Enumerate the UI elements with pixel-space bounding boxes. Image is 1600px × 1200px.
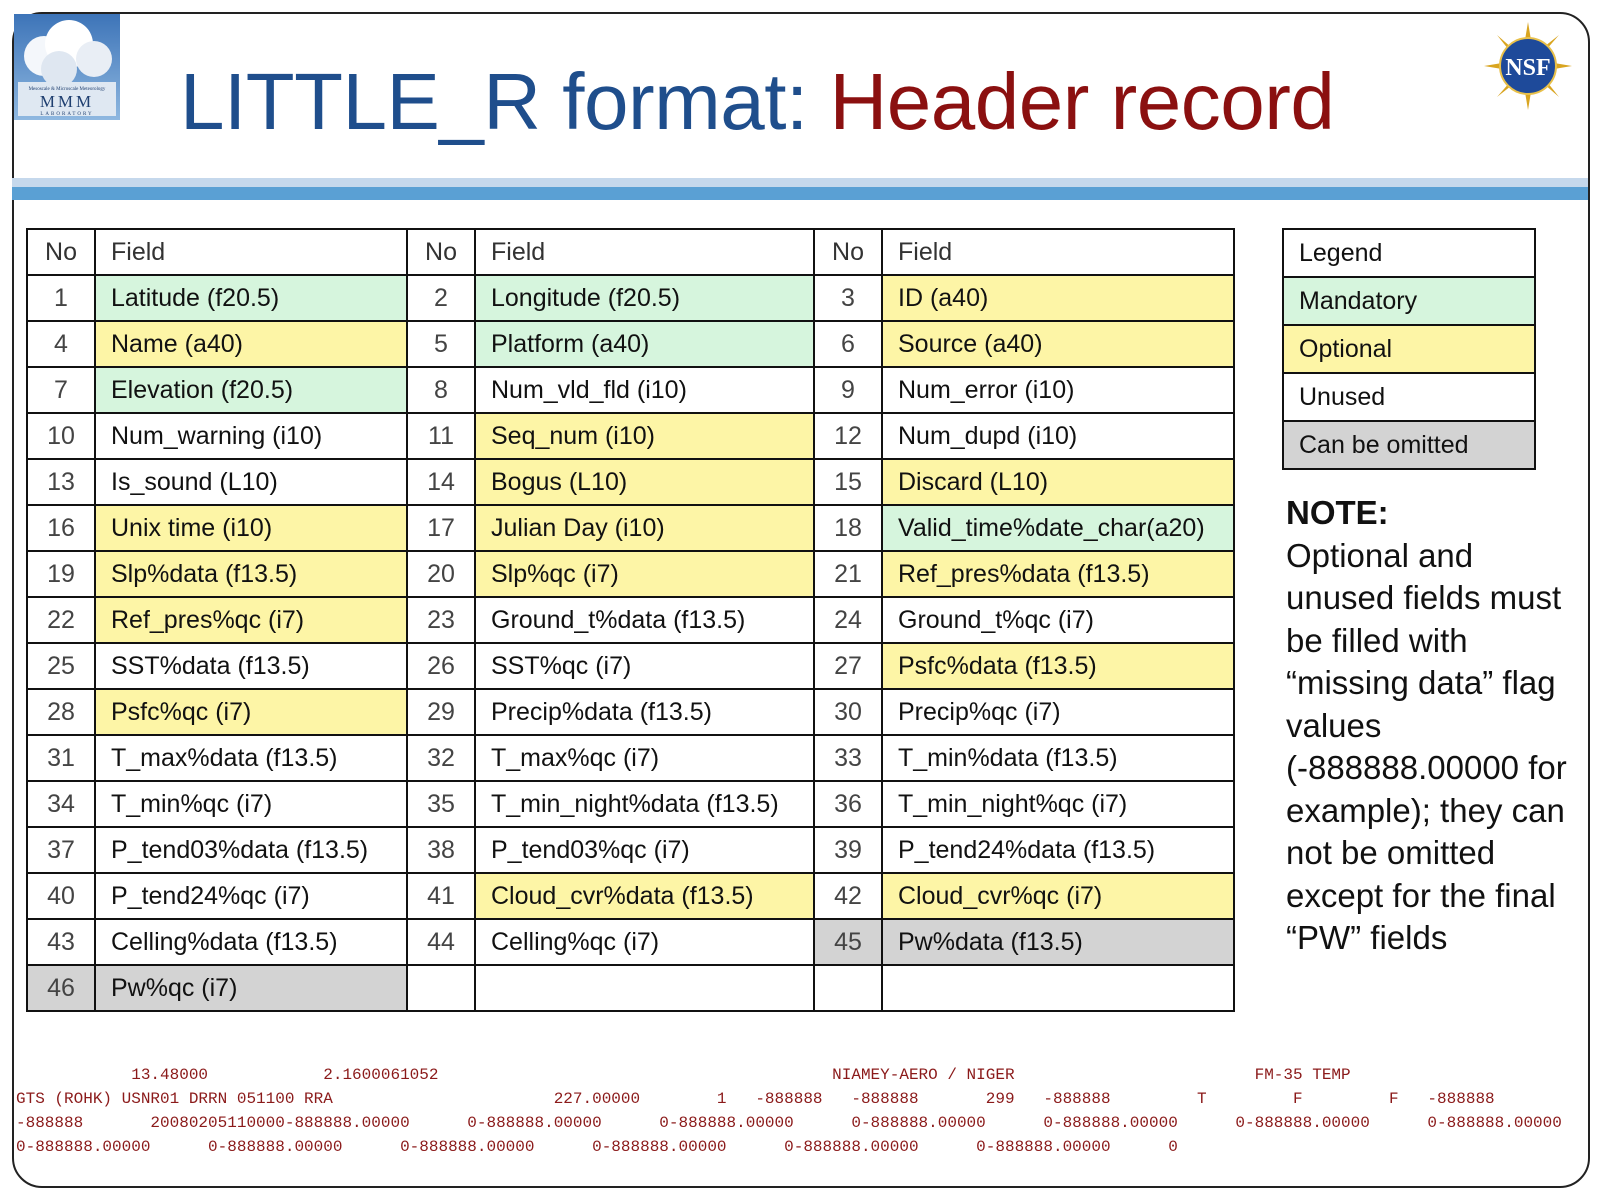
column-header-field: Field (882, 229, 1234, 275)
title-part-format: LITTLE_R format: (180, 57, 830, 146)
legend-item-unused: Unused (1283, 373, 1535, 421)
title-part-header-record: Header record (829, 57, 1335, 146)
field-number: 43 (27, 919, 95, 965)
field-number: 36 (814, 781, 882, 827)
field-name: ID (a40) (882, 275, 1234, 321)
table-row (27, 367, 1234, 413)
field-name: Cloud_cvr%qc (i7) (882, 873, 1234, 919)
title-divider-dark (12, 187, 1588, 200)
field-number: 13 (27, 459, 95, 505)
field-number: 33 (814, 735, 882, 781)
table-row (27, 827, 1234, 873)
raw-record-line: 13.48000 2.1600061052 NIAMEY-AERO / NIGER FM-35 TEMP (16, 1066, 1351, 1084)
field-number: 26 (407, 643, 475, 689)
field-number: 19 (27, 551, 95, 597)
field-name (882, 965, 1234, 1011)
field-name: Discard (L10) (882, 459, 1234, 505)
field-name: Num_error (i10) (882, 367, 1234, 413)
column-header-field: Field (475, 229, 814, 275)
table-row (27, 689, 1234, 735)
legend-row (1283, 373, 1535, 421)
mmm-logo (14, 14, 120, 120)
field-number: 22 (27, 597, 95, 643)
field-number: 1 (27, 275, 95, 321)
field-name: Seq_num (i10) (475, 413, 814, 459)
svg-text:LABORATORY: LABORATORY (40, 112, 94, 117)
legend-item-mandatory: Mandatory (1283, 277, 1535, 325)
field-name: T_min_night%data (f13.5) (475, 781, 814, 827)
field-name: Precip%qc (i7) (882, 689, 1234, 735)
table-row (27, 643, 1234, 689)
field-name: T_min%data (f13.5) (882, 735, 1234, 781)
field-number: 18 (814, 505, 882, 551)
table-row (27, 781, 1234, 827)
column-header-no: No (814, 229, 882, 275)
column-header-field: Field (95, 229, 407, 275)
field-name: Julian Day (i10) (475, 505, 814, 551)
field-number: 15 (814, 459, 882, 505)
field-name: Elevation (f20.5) (95, 367, 407, 413)
field-number: 46 (27, 965, 95, 1011)
field-number: 4 (27, 321, 95, 367)
field-name: P_tend24%data (f13.5) (882, 827, 1234, 873)
raw-record-example (16, 1063, 1562, 1159)
table-row (27, 321, 1234, 367)
header-record-table (26, 228, 1235, 1012)
raw-record-line: GTS (ROHK) USNR01 DRRN 051100 RRA 227.00000 1 -888888 -888888 299 -888888 T F F -888888 (16, 1090, 1495, 1108)
field-name: Ground_t%data (f13.5) (475, 597, 814, 643)
field-name (475, 965, 814, 1011)
field-name: Unix time (i10) (95, 505, 407, 551)
field-number: 23 (407, 597, 475, 643)
table-row (27, 505, 1234, 551)
field-number: 39 (814, 827, 882, 873)
field-number: 28 (27, 689, 95, 735)
table-row (27, 735, 1234, 781)
column-header-no: No (407, 229, 475, 275)
field-name: T_max%qc (i7) (475, 735, 814, 781)
column-header-no: No (27, 229, 95, 275)
field-number: 31 (27, 735, 95, 781)
field-name: Ref_pres%qc (i7) (95, 597, 407, 643)
field-name: Pw%data (f13.5) (882, 919, 1234, 965)
field-name: Bogus (L10) (475, 459, 814, 505)
field-name: SST%data (f13.5) (95, 643, 407, 689)
field-number: 25 (27, 643, 95, 689)
legend-item-omit: Can be omitted (1283, 421, 1535, 469)
field-name: Psfc%qc (i7) (95, 689, 407, 735)
note-body: Optional and unused fields must be filled with “missing data” flag values (-888888.00000 for example); they can not be omitted except for the final “PW” fields (1286, 536, 1567, 956)
field-name: T_min_night%qc (i7) (882, 781, 1234, 827)
legend-table (1282, 228, 1536, 470)
field-number: 10 (27, 413, 95, 459)
field-name: P_tend03%qc (i7) (475, 827, 814, 873)
field-number: 35 (407, 781, 475, 827)
legend-row (1283, 325, 1535, 373)
table-row (27, 413, 1234, 459)
field-name: Celling%qc (i7) (475, 919, 814, 965)
raw-record-line: -888888 20080205110000-888888.00000 0-888888.00000 0-888888.00000 0-888888.00000 0-888888.00000 0-888888.00000 0-888888.00000 (16, 1114, 1562, 1132)
field-number: 16 (27, 505, 95, 551)
field-number: 34 (27, 781, 95, 827)
field-name: Precip%data (f13.5) (475, 689, 814, 735)
raw-record-line: 0-888888.00000 0-888888.00000 0-888888.00000 0-888888.00000 0-888888.00000 0-888888.00000 0 (16, 1138, 1178, 1156)
field-name: P_tend24%qc (i7) (95, 873, 407, 919)
field-number: 37 (27, 827, 95, 873)
field-number: 42 (814, 873, 882, 919)
field-number (407, 965, 475, 1011)
field-number: 38 (407, 827, 475, 873)
field-name: Psfc%data (f13.5) (882, 643, 1234, 689)
field-name: Name (a40) (95, 321, 407, 367)
table-row (27, 551, 1234, 597)
field-name: T_min%qc (i7) (95, 781, 407, 827)
field-name: Latitude (f20.5) (95, 275, 407, 321)
field-name: Cloud_cvr%data (f13.5) (475, 873, 814, 919)
field-number: 17 (407, 505, 475, 551)
field-name: SST%qc (i7) (475, 643, 814, 689)
table-row (27, 873, 1234, 919)
slide-title (180, 57, 1335, 146)
legend-title: Legend (1283, 229, 1535, 277)
title-divider-light (12, 178, 1588, 187)
field-name: Celling%data (f13.5) (95, 919, 407, 965)
field-number: 45 (814, 919, 882, 965)
legend-item-optional: Optional (1283, 325, 1535, 373)
field-number: 3 (814, 275, 882, 321)
table-row (27, 597, 1234, 643)
table-row (27, 459, 1234, 505)
field-number: 30 (814, 689, 882, 735)
field-number: 20 (407, 551, 475, 597)
field-number: 27 (814, 643, 882, 689)
field-number: 7 (27, 367, 95, 413)
field-name: Valid_time%date_char(a20) (882, 505, 1234, 551)
legend-row (1283, 229, 1535, 277)
field-number: 11 (407, 413, 475, 459)
table-row (27, 965, 1234, 1011)
field-number: 44 (407, 919, 475, 965)
field-name: Ground_t%qc (i7) (882, 597, 1234, 643)
field-name: Num_dupd (i10) (882, 413, 1234, 459)
field-number: 29 (407, 689, 475, 735)
field-name: Source (a40) (882, 321, 1234, 367)
field-name: Platform (a40) (475, 321, 814, 367)
note-heading: NOTE: (1286, 494, 1389, 531)
note-box (1286, 492, 1588, 960)
field-name: Num_vld_fld (i10) (475, 367, 814, 413)
field-number: 2 (407, 275, 475, 321)
field-number: 41 (407, 873, 475, 919)
legend-row (1283, 277, 1535, 325)
field-name: Longitude (f20.5) (475, 275, 814, 321)
field-name: T_max%data (f13.5) (95, 735, 407, 781)
field-name: Ref_pres%data (f13.5) (882, 551, 1234, 597)
table-row (27, 919, 1234, 965)
legend-row (1283, 421, 1535, 469)
svg-text:Mesoscale & Microscale Meteoro: Mesoscale & Microscale Meteorology (28, 87, 106, 92)
field-number (814, 965, 882, 1011)
field-name: Slp%data (f13.5) (95, 551, 407, 597)
field-name: Num_warning (i10) (95, 413, 407, 459)
field-number: 24 (814, 597, 882, 643)
field-number: 6 (814, 321, 882, 367)
field-name: Is_sound (L10) (95, 459, 407, 505)
field-number: 14 (407, 459, 475, 505)
svg-text:NSF: NSF (1505, 55, 1551, 81)
field-number: 40 (27, 873, 95, 919)
field-name: Slp%qc (i7) (475, 551, 814, 597)
field-name: Pw%qc (i7) (95, 965, 407, 1011)
field-number: 21 (814, 551, 882, 597)
field-number: 12 (814, 413, 882, 459)
table-header-row (27, 229, 1234, 275)
field-number: 32 (407, 735, 475, 781)
field-number: 9 (814, 367, 882, 413)
nsf-logo (1484, 22, 1572, 110)
svg-text:MMM: MMM (39, 92, 95, 111)
field-name: P_tend03%data (f13.5) (95, 827, 407, 873)
field-number: 5 (407, 321, 475, 367)
table-row (27, 275, 1234, 321)
field-number: 8 (407, 367, 475, 413)
